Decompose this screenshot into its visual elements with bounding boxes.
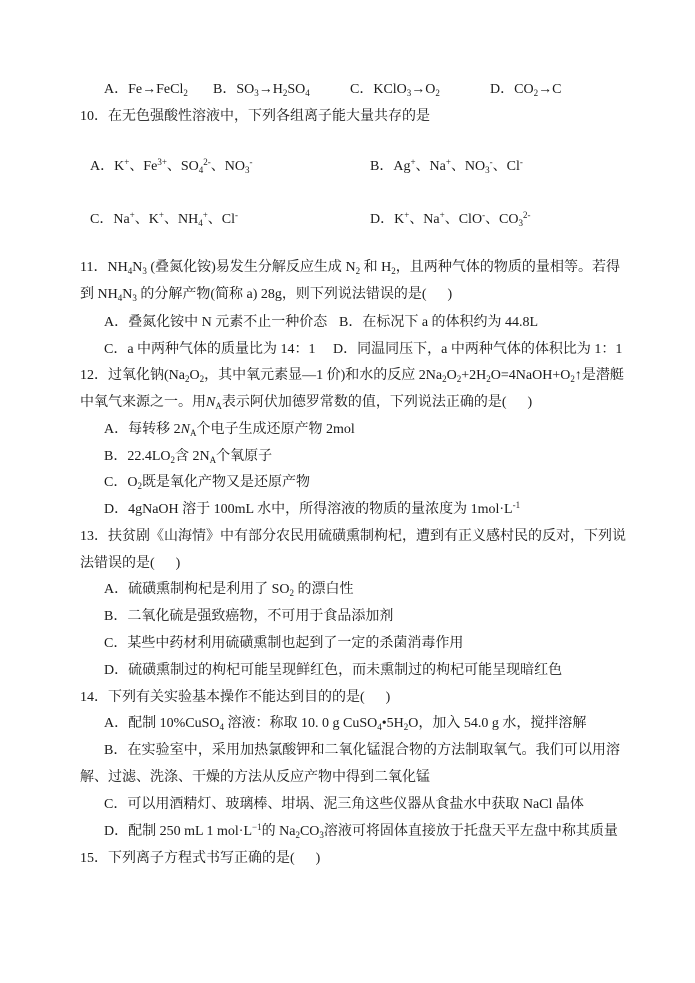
text-run: C．某些中药材利用硫磺熏制也起到了一定的杀菌消毒作用 [104, 636, 464, 651]
superscript: - [519, 157, 523, 167]
text-run: O，加入 54.0 g 水，搅拌溶解 [408, 716, 587, 731]
text-run: 和 H [360, 260, 392, 275]
q9-option-c [350, 80, 440, 100]
subscript: 2 [289, 588, 295, 598]
subscript: 2 [533, 88, 539, 98]
text-run: ，且两种气体的物质的量相等。若得 [395, 260, 621, 275]
text-run: O [446, 368, 457, 383]
subscript: 3 [485, 165, 490, 175]
text-run: 含 2N [175, 449, 210, 464]
q10-option-d [370, 210, 531, 230]
subscript: 2 [456, 374, 462, 384]
text-run: 的漂白性 [294, 582, 354, 597]
q14-option-a [104, 714, 586, 734]
text-run: 溶液：称取 10. 0 g CuSO [224, 716, 378, 731]
text-run: 12．过氧化钠(Na [80, 368, 185, 383]
q9-option-b [213, 80, 310, 100]
text-run: 个氧原子 [216, 449, 273, 464]
q13-stem-line-1 [80, 527, 626, 547]
text-run: B．SO [213, 82, 255, 97]
text-run: ，其中氧元素显—1 价)和水的反应 2Na [204, 368, 443, 383]
q14-option-b-line-1 [104, 741, 620, 761]
subscript: A [215, 401, 222, 411]
italic-symbol: N [206, 395, 216, 410]
q12-stem-line-2 [80, 393, 532, 413]
text-run: +2H [461, 368, 487, 383]
q13-option-b [104, 607, 393, 627]
text-run: B．Ag [370, 159, 411, 174]
subscript: 3 [132, 293, 137, 303]
text-run: N [132, 260, 143, 275]
q13-option-c [104, 634, 463, 654]
subscript: A [209, 455, 217, 465]
subscript: 4 [117, 293, 123, 303]
text-run: B．在标况下 a 的体积约为 44.8L [339, 315, 539, 330]
text-run: →C [538, 82, 562, 97]
text-run: C．O [104, 475, 138, 490]
text-run: 13．扶贫剧《山海情》中有部分农民用硫磺熏制枸杞，遭到有正义感村民的反对，下列说 [80, 529, 626, 544]
text-run: (叠氮化铵)易发生分解反应生成 N [146, 260, 356, 275]
text-run: A．硫磺熏制枸杞是利用了 SO [104, 582, 290, 597]
text-run: A．K [90, 159, 125, 174]
q14-option-d [104, 822, 618, 842]
q9-option-d [490, 80, 561, 100]
q12-option-a [104, 420, 355, 440]
text-run: 解、过滤、洗涤、干燥的方法从反应产物中得到二氧化锰 [80, 770, 430, 785]
text-run: 14．下列有关实验基本操作不能达到目的的是( ) [80, 690, 391, 705]
text-run: D．CO [490, 82, 534, 97]
text-run: D．硫磺熏制过的枸杞可能呈现鲜红色，而未熏制过的枸杞可能呈现暗红色 [104, 663, 563, 678]
q11-option-a [104, 313, 327, 333]
subscript: 2 [170, 455, 175, 465]
text-run: A．每转移 2 [104, 422, 181, 437]
q14-stem [80, 688, 390, 708]
text-run: 15．下列离子方程式书写正确的是( ) [80, 851, 321, 866]
text-run: SO [287, 82, 306, 97]
text-run: CO [299, 824, 320, 839]
text-run: A．Fe→FeCl [104, 82, 184, 97]
superscript: −1 [252, 822, 262, 832]
subscript: 2 [403, 722, 409, 732]
q13-option-a [104, 580, 354, 600]
text-run: 法错误的是( ) [80, 556, 181, 571]
text-run: C．可以用酒精灯、玻璃棒、坩埚、泥三角这些仪器从食盐水中获取 NaCl 晶体 [104, 797, 584, 812]
text-run: D．配制 250 mL 1 mol·L [104, 824, 253, 839]
text-run: C．KClO [350, 82, 407, 97]
superscript: - [249, 157, 253, 167]
q13-stem-line-2 [80, 554, 180, 574]
text-run: D．同温同压下，a 中两种气体的体积比为 1：1 [333, 342, 623, 357]
subscript: 3 [245, 165, 250, 175]
text-run: O [189, 368, 200, 383]
subscript: 4 [127, 266, 133, 276]
q9-option-a [104, 80, 188, 100]
text-run: B．二氧化硫是强致癌物，不可用于食品添加剂 [104, 609, 394, 624]
text-run: 的 Na [261, 824, 296, 839]
text-run: 、Na [415, 159, 446, 174]
superscript: + [124, 157, 130, 167]
subscript: 4 [198, 218, 203, 228]
text-run: B．22.4LO [104, 449, 171, 464]
q12-option-c [104, 473, 310, 493]
q14-option-c [104, 795, 584, 815]
subscript: 2 [185, 374, 190, 384]
q11-option-c [104, 340, 316, 360]
subscript: 4 [377, 722, 382, 732]
superscript: + [445, 157, 451, 167]
superscript: + [410, 157, 416, 167]
q11-option-d [333, 340, 622, 360]
text-run: A．配制 10%CuSO [104, 716, 220, 731]
subscript: 4 [219, 722, 225, 732]
text-run: ↑是潜艇 [574, 368, 624, 383]
text-run: N [122, 287, 133, 302]
q15-stem [80, 849, 320, 869]
text-run: 个电子生成还原产物 2mol [196, 422, 355, 437]
text-run: D．4gNaOH 溶于 100mL 水中，所得溶液的物质的量浓度为 1mol·L [104, 502, 513, 517]
subscript: 2 [570, 374, 575, 384]
text-run: 11．NH [80, 260, 128, 275]
q12-stem-line-1 [80, 366, 624, 386]
text-run: 、Cl [207, 212, 235, 227]
superscript: + [439, 210, 445, 220]
q12-option-b [104, 447, 272, 467]
text-run: →H [258, 82, 283, 97]
superscript: 2- [523, 210, 531, 220]
subscript: 2 [282, 88, 288, 98]
text-run: D．K [370, 212, 405, 227]
text-run: →O [411, 82, 436, 97]
q12-option-d [104, 500, 520, 520]
text-run: 、Cl [492, 159, 520, 174]
text-run: 的分解产物(简称 a) 28g，则下列说法错误的是( ) [136, 287, 453, 302]
q10-option-a [90, 157, 253, 177]
text-run: 到 NH [80, 287, 118, 302]
subscript: 2 [137, 481, 142, 491]
text-run: 、CO [485, 212, 519, 227]
superscript: - [482, 210, 486, 220]
superscript: -1 [512, 500, 521, 510]
subscript: 2 [435, 88, 440, 98]
q11-stem-line-2 [80, 285, 452, 305]
text-run: 既是氧化产物又是还原产物 [141, 475, 310, 490]
superscript: + [202, 210, 208, 220]
q10-option-b [370, 157, 523, 177]
q14-option-b-line-2 [80, 768, 430, 788]
subscript: 2 [442, 374, 447, 384]
text-run: 、NO [450, 159, 486, 174]
subscript: 2 [391, 266, 396, 276]
superscript: 3+ [157, 157, 167, 167]
subscript: 2 [355, 266, 361, 276]
text-run: 表示阿伏加德罗常数的值，下列说法正确的是( ) [221, 395, 533, 410]
subscript: 3 [319, 830, 324, 840]
text-run: 、NH [163, 212, 199, 227]
text-run: 溶液可将固体直接放于托盘天平左盘中称其质量 [323, 824, 618, 839]
subscript: 2 [295, 830, 300, 840]
text-run: 、Na [409, 212, 440, 227]
subscript: A [189, 428, 197, 438]
q10-option-c [90, 210, 238, 230]
superscript: + [158, 210, 164, 220]
superscript: - [489, 157, 493, 167]
text-run: 、ClO [444, 212, 483, 227]
subscript: 3 [142, 266, 147, 276]
subscript: 3 [406, 88, 412, 98]
q11-option-b [339, 313, 538, 333]
superscript: - [235, 210, 238, 220]
q13-option-d [104, 661, 562, 681]
text-run: 、K [134, 212, 159, 227]
text-run: C．Na [90, 212, 130, 227]
superscript: 2- [203, 157, 211, 167]
superscript: + [404, 210, 410, 220]
text-run: 、NO [210, 159, 246, 174]
subscript: 4 [305, 88, 310, 98]
subscript: 4 [198, 165, 204, 175]
text-run: B．在实验室中，采用加热氯酸钾和二氧化锰混合物的方法制取氧气。我们可以用溶 [104, 743, 620, 758]
q11-stem-line-1 [80, 258, 620, 278]
q10-stem [80, 107, 430, 127]
subscript: 3 [254, 88, 259, 98]
text-run: C．a 中两种气体的质量比为 14：1 [104, 342, 316, 357]
subscript: 2 [486, 374, 491, 384]
text-run: O=4NaOH+O [490, 368, 571, 383]
subscript: 2 [199, 374, 205, 384]
text-run: 10．在无色强酸性溶液中，下列各组离子能大量共存的是 [80, 109, 430, 124]
text-run: 中氧气来源之一。用 [80, 395, 206, 410]
subscript: 3 [518, 218, 524, 228]
text-run: A．叠氮化铵中 N 元素不止一种价态 [104, 315, 328, 330]
superscript: + [129, 210, 135, 220]
text-run: •5H [381, 716, 404, 731]
italic-symbol: N [180, 422, 190, 437]
text-run: 、Fe [129, 159, 158, 174]
text-run: 、SO [166, 159, 199, 174]
subscript: 2 [183, 88, 188, 98]
